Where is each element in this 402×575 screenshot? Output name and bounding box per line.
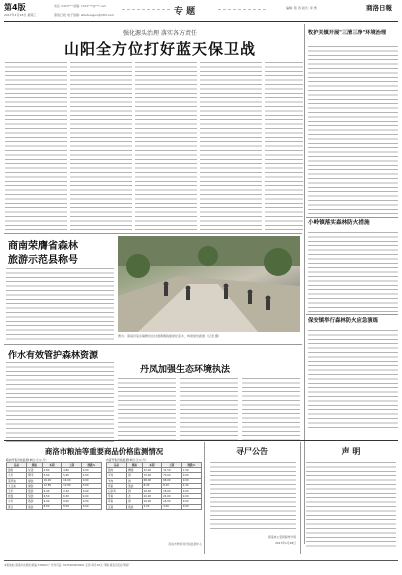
- table-cell: 豆腐: [107, 504, 127, 509]
- table-header-cell: 本期: [142, 463, 162, 468]
- table-header-cell: 规格: [27, 463, 42, 468]
- forest-resource-title: 作水有效管护森林资源: [8, 351, 99, 361]
- table-cell: 70.00: [162, 473, 182, 478]
- table-cell: 草鱼: [107, 499, 127, 504]
- table-header-cell: 上期: [162, 463, 182, 468]
- section-rule-forest: [4, 233, 302, 234]
- table-cell: 16.00: [42, 478, 62, 483]
- table-cell: 1.59: [181, 468, 201, 473]
- table-cell: 4.80: [62, 468, 82, 473]
- statement-body: [306, 462, 396, 550]
- table-cell: 5.60: [62, 473, 82, 478]
- forest-title-line1: 商南荣膺省森林: [8, 241, 78, 252]
- table-cell: 散装: [127, 483, 142, 488]
- danfeng-title: 丹凤加强生态环境执法: [140, 365, 231, 375]
- table-cell: 9.00: [42, 499, 62, 504]
- table-cell: 标准: [27, 468, 42, 473]
- section-label: 专 题: [174, 7, 196, 17]
- table-cell: 散装: [127, 504, 142, 509]
- table-cell: 0.00: [81, 488, 101, 493]
- table-cell: 5.60: [42, 473, 62, 478]
- table-cell: 挂面: [7, 494, 27, 499]
- table-cell: 黄豆: [7, 504, 27, 509]
- table-cell: 12.80: [42, 483, 62, 488]
- table-cell: 玉米: [7, 488, 27, 493]
- section-label-left-rule: [122, 9, 170, 10]
- news-photo: [118, 236, 300, 332]
- table-header-cell: 上期: [62, 463, 82, 468]
- table-cell: 18.00: [142, 488, 162, 493]
- price-note: 商洛市物价局价格监测中心: [168, 542, 202, 546]
- forest-resource-body: [6, 362, 114, 442]
- price-table-left-caption: 粮油零售价格监测(单位:元/公斤): [6, 458, 47, 462]
- notice-signature: 商洛市公安局商州分局: [268, 535, 296, 539]
- bottom-divider-2: [300, 442, 301, 554]
- right-top-body: [308, 46, 398, 214]
- mid-right-body: [308, 232, 398, 312]
- table-cell: 散装: [27, 499, 42, 504]
- table-cell: 鲜: [127, 478, 142, 483]
- right-top-title: 牧护关镇开展"三清三净"环境治理: [308, 30, 387, 36]
- table-cell: 精瘦: [127, 468, 142, 473]
- table-cell: 4.00: [142, 504, 162, 509]
- table-cell: 鲜: [127, 499, 142, 504]
- danfeng-body-col2: [180, 378, 238, 442]
- table-cell: 冻: [127, 494, 142, 499]
- table-cell: 0.00: [181, 473, 201, 478]
- table-cell: 9.00: [62, 499, 82, 504]
- table-cell: 0.00: [81, 483, 101, 488]
- table-cell: 散装: [27, 504, 42, 509]
- price-table-left: [6, 462, 102, 510]
- table-header-cell: 品名: [7, 463, 27, 468]
- table-cell: 0.00: [181, 494, 201, 499]
- table-cell: 0.00: [181, 499, 201, 504]
- table-header-cell: 涨跌%: [181, 463, 201, 468]
- table-header-cell: 涨跌%: [81, 463, 101, 468]
- right-rule-1: [306, 217, 398, 218]
- table-cell: 鲜: [127, 488, 142, 493]
- table-cell: 面粉: [7, 468, 27, 473]
- notice-date: 2017年1月18日: [275, 541, 296, 545]
- table-cell: 12.80: [62, 483, 82, 488]
- table-cell: 8.20: [162, 483, 182, 488]
- header-date: 2017年1月18日 星期三: [4, 13, 37, 17]
- header-rule: [4, 21, 398, 22]
- photo-caption: 图为：商南县某乡镇群众在村道两侧栽植绿化苗木，构建绿色廊道（记者 摄）: [118, 334, 221, 338]
- lead-body-col1: [5, 62, 67, 230]
- table-cell: 4.80: [42, 468, 62, 473]
- table-cell: 32.00: [142, 468, 162, 473]
- footer-rule: [4, 560, 398, 561]
- notice-title: 寻尸公告: [236, 446, 268, 456]
- lead-body-col5: [265, 62, 303, 230]
- table-cell: 16.00: [162, 499, 182, 504]
- masthead-logo: 商洛日報: [366, 4, 392, 12]
- table-cell: 24.00: [162, 494, 182, 499]
- table-cell: 31.50: [162, 468, 182, 473]
- right-rule-2: [306, 314, 398, 315]
- table-cell: 0.00: [181, 504, 201, 509]
- table-cell: 猪肉: [107, 468, 127, 473]
- table-cell: 8.00: [42, 504, 62, 509]
- table-cell: 2.40: [62, 488, 82, 493]
- table-cell: 0.00: [81, 473, 101, 478]
- table-header-cell: 规格: [127, 463, 142, 468]
- mid-right-title: 小岭镇落实森林防火措施: [308, 220, 370, 226]
- table-cell: 18.00: [162, 488, 182, 493]
- bao-an-body: [308, 330, 398, 430]
- table-cell: 鸡蛋: [107, 483, 127, 488]
- table-cell: 菜籽油: [7, 478, 27, 483]
- table-cell: 桶装: [27, 483, 42, 488]
- table-cell: 0.00: [81, 499, 101, 504]
- table-cell: 大豆油: [7, 483, 27, 488]
- table-cell: 68.00: [142, 478, 162, 483]
- price-monitor-title: 商洛市粮油等重要商品价格监测情况: [44, 447, 164, 456]
- table-cell: 袋装: [27, 494, 42, 499]
- page-number: 第4版: [4, 3, 26, 12]
- table-header-cell: 品名: [107, 463, 127, 468]
- table-cell: 0.00: [81, 504, 101, 509]
- table-cell: 0.00: [181, 478, 201, 483]
- header-email: 商洛日报 电子信箱: slbshuoguo@163.com: [54, 13, 115, 17]
- table-cell: 68.00: [162, 478, 182, 483]
- table-cell: 0.00: [81, 478, 101, 483]
- table-cell: 6.50: [42, 494, 62, 499]
- table-cell: 4.00: [162, 504, 182, 509]
- header-contact: 电话: 2313*** 邮箱: 2313***@***.com: [54, 4, 107, 8]
- col-divider: [304, 24, 305, 544]
- table-row: [7, 504, 102, 509]
- bottom-divider-1: [204, 442, 205, 554]
- table-cell: 24.00: [142, 494, 162, 499]
- lead-body-col4: [200, 62, 262, 230]
- table-cell: 带鱼: [107, 494, 127, 499]
- table-cell: 16.00: [62, 478, 82, 483]
- table-cell: 散装: [27, 488, 42, 493]
- table-cell: 桶装: [27, 478, 42, 483]
- table-cell: 鲜: [127, 473, 142, 478]
- table-cell: 2.44: [181, 483, 201, 488]
- forest-title-line2: 旅游示范县称号: [8, 255, 78, 266]
- bao-an-title: 保安镇举行森林防火应急演练: [308, 318, 379, 324]
- danfeng-body-col3: [242, 378, 300, 442]
- forest-body: [6, 268, 114, 342]
- notice-body: [210, 462, 296, 532]
- lead-kicker: 强化源头治理 落实各方责任: [123, 30, 197, 37]
- photo-scene: [118, 236, 300, 332]
- bottom-section-rule: [4, 440, 398, 441]
- table-header-cell: 本期: [42, 463, 62, 468]
- table-cell: 6.50: [62, 494, 82, 499]
- table-cell: 0.00: [181, 488, 201, 493]
- table-cell: 小米: [7, 499, 27, 504]
- danfeng-body-col1: [118, 378, 176, 442]
- table-cell: 大米: [7, 473, 27, 478]
- statement-title: 声 明: [341, 446, 361, 456]
- table-cell: 牛肉: [107, 473, 127, 478]
- section-label-right-rule: [218, 9, 266, 10]
- table-cell: 16.00: [142, 499, 162, 504]
- table-cell: 70.00: [142, 473, 162, 478]
- table-cell: 0.00: [81, 494, 101, 499]
- table-cell: 白条鸡: [107, 488, 127, 493]
- lead-body-col2: [70, 62, 132, 230]
- table-cell: 8.00: [62, 504, 82, 509]
- table-cell: 羊肉: [107, 478, 127, 483]
- price-table-right: [106, 462, 202, 510]
- price-table-right-caption: 肉蛋零售价格监测(单位:元/公斤): [106, 458, 147, 462]
- header-editor: 编辑: 陈 涛 版式: 李 勇: [286, 6, 317, 10]
- table-cell: 粳米: [27, 473, 42, 478]
- table-cell: 8.40: [142, 483, 162, 488]
- footer-text: 本报地址:商洛市北新街 邮编:726000 广告许可证: 6125004000001 定价:每月XX元 印刷:商洛日报社印刷厂: [4, 564, 131, 567]
- lead-body-col3: [135, 62, 197, 230]
- table-cell: 2.40: [42, 488, 62, 493]
- table-cell: 0.00: [81, 468, 101, 473]
- lead-title: 山阳全方位打好蓝天保卫战: [63, 40, 256, 58]
- section-rule-resource: [4, 344, 302, 345]
- page-header: [4, 2, 398, 22]
- table-row: [107, 504, 202, 509]
